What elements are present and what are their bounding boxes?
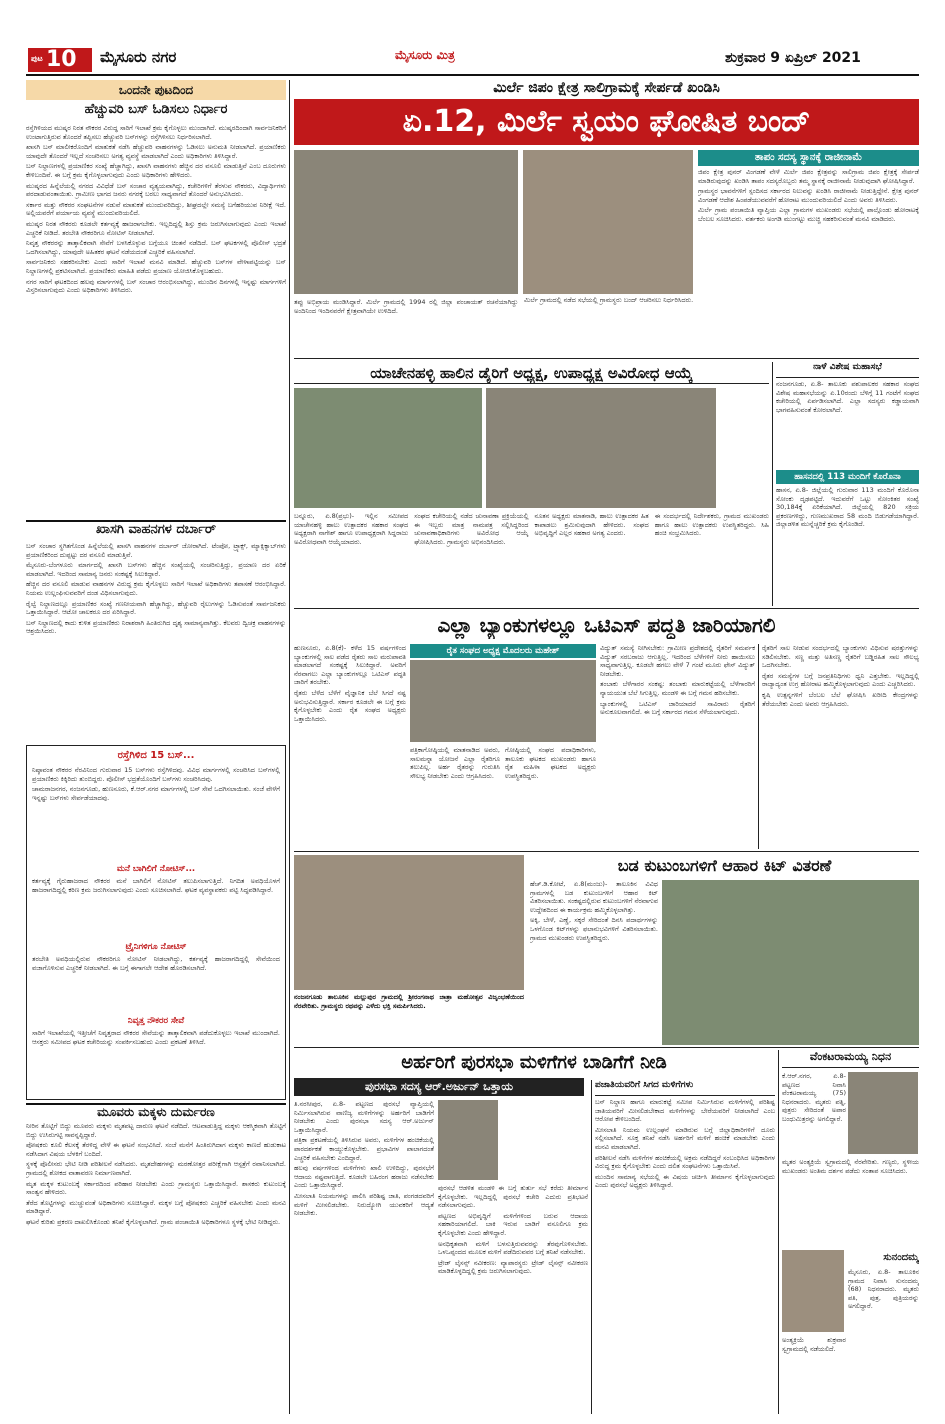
obit-headline-1: ವೆಂಕಟರಾಮಯ್ಯ ನಿಧನ bbox=[782, 1050, 919, 1068]
story3-headline: ಎಲ್ಲಾ ಬ್ಯಾಂಕುಗಳಲ್ಲೂ ಒಟಿಎಸ್ ಪದ್ಧತಿ ಜಾರಿಯಾಗಲಿ bbox=[437, 613, 776, 637]
story5-side-text: ಬಸ್ ನಿಲ್ದಾಣ ಹಾಗೂ ಮಾರುಕಟ್ಟೆ ಸಮೀಪ ನಿರ್ಮಿಸಿರುವ ಮಳಿಗೆಗಳಲ್ಲಿ ಪರಿಶಿಷ್ಟ ಜಾತಿಯವರಿಗೆ ಮೀಸಲಿಡಬೇಕಾದ ಮಳಿಗೆಗಳನ್ನು ಬೇರೆಯವರಿಗೆ ನೀಡಲಾಗಿದೆ ಎಂಬ ಆರೋಪ ಕೇಳಿಬಂದಿದೆ. ಮೀಸಲಾತಿ ನಿಯಮ ಉಲ್ಲಂಘನೆ ಮಾಡಿರುವ ಬಗ್ಗೆ ಜಿಲ್ಲಾಧಿಕಾರಿಗಳಿಗೆ ದೂರು ಸಲ್ಲಿಸಲಾಗಿದೆ. ಸೂಕ್ತ ತನಿಖೆ ನಡೆಸಿ ಅರ್ಹರಿಗೆ ಮಳಿಗೆ ಹಂಚಿಕೆ ಮಾಡಬೇಕು ಎಂದು ಮನವಿ ಮಾಡಲಾಗಿದೆ. ಪರಿಶೀಲನೆ ನಡೆಸಿ ಮಳಿಗೆಗಳ ಹಂಚಿಕೆಯಲ್ಲಿ ಅಕ್ರಮ ನಡೆದಿದ್ದರೆ ಸಂಬಂಧಿಸಿದ ಅಧಿಕಾರಿಗಳ ವಿರುದ್ಧ ಕ್ರಮ ಕೈಗೊಳ್ಳಬೇಕು ಎಂದು ದಲಿತ ಸಂಘಟನೆಗಳು ಒತ್ತಾಯಿಸಿವೆ. ಮುಂದಿನ ಸಾಮಾನ್ಯ ಸಭೆಯಲ್ಲಿ ಈ ವಿಷಯ ಚರ್ಚಿಸಿ ತೀರ್ಮಾನ ಕೈಗೊಳ್ಳಲಾಗುವುದು ಎಂದು ಪುರಸಭೆ ಅಧ್ಯಕ್ಷರು ತಿಳಿಸಿದ್ದಾರೆ. bbox=[595, 1098, 775, 1190]
box-text-1: ನಿಷ್ಠಾವಂತ ನೌಕರರ ನೆರವಿನಿಂದ ಗುರುವಾರ 15 ಬಸ್‌ಗಳು ರಸ್ತೆಗಿಳಿದವು. ವಿವಿಧ ಮಾರ್ಗಗಳಲ್ಲಿ ಸಂಚರಿಸಿದ ಬಸ್‌ಗಳಲ್ಲಿ ಪ್ರಯಾಣಿಕರು ಕಿಕ್ಕಿರಿದು ತುಂಬಿದ್ದರು. ಪೊಲೀಸ್ ಭದ್ರತೆಯೊಂದಿಗೆ ಬಸ್‌ಗಳು ಸಂಚರಿಸಿದವು. ಚಾಮರಾಜನಗರ, ನಂಜನಗೂಡು, ಹುಣಸೂರು, ಕೆ.ಆರ್.ನಗರ ಮಾರ್ಗಗಳಲ್ಲಿ ಬಸ್ ಸೇವೆ ಒದಗಿಸಲಾಯಿತು. ಸಂಜೆ ವೇಳೆಗೆ ಇನ್ನಷ್ಟು ಬಸ್‌ಗಳು ಸೇರ್ಪಡೆಯಾದವು. bbox=[32, 766, 280, 802]
story-divider-2 bbox=[294, 608, 919, 609]
obit-text-1b: ಮೃತರ ಅಂತ್ಯಕ್ರಿಯೆ ಸ್ವಗ್ರಾಮದಲ್ಲಿ ನೆರವೇರಿತು. ಗಣ್ಯರು, ಸ್ಥಳೀಯ ಮುಖಂಡರು ಅಂತಿಮ ದರ್ಶನ ಪಡೆದು ಸಂತಾಪ ಸೂಚಿಸಿದರು. bbox=[782, 1158, 919, 1175]
news-photo-gathering bbox=[523, 150, 693, 294]
column-divider-5 bbox=[778, 1050, 779, 1414]
obit-photo-1 bbox=[848, 1072, 918, 1154]
left-headline-2: ಖಾಸಗಿ ವಾಹನಗಳ ದರ್ಬಾರ್ bbox=[26, 520, 286, 540]
story5-side-head: ಪಜಾತಿಯವರಿಗೆ ಸಿಗದ ಮಳಿಗೆಗಳು bbox=[595, 1080, 775, 1096]
column-divider bbox=[289, 80, 290, 1414]
top-story-kicker: ಮಿರ್ಲೆ ಜಿಪಂ ಕ್ಷೇತ್ರ ಸಾಲಿಗ್ರಾಮಕ್ಕೆ ಸೇರ್ಪಡೆ ಖಂಡಿಸಿ bbox=[493, 80, 720, 96]
page-number-box bbox=[28, 48, 92, 72]
story3-text-col5: ರೈತರಿಗೆ ಸಾಲ ನೀಡುವ ಸಂದರ್ಭದಲ್ಲಿ ಬ್ಯಾಂಕುಗಳು ವಿಧಿಸುವ ಷರತ್ತುಗಳನ್ನು ಸಡಿಲಿಸಬೇಕು. ಸಣ್ಣ ಮತ್ತು ಅತಿಸಣ್ಣ ರೈತರಿಗೆ ಬಡ್ಡಿರಹಿತ ಸಾಲ ಸೌಲಭ್ಯ ಒದಗಿಸಬೇಕು. ರೈತರ ಸಮಸ್ಯೆಗಳ ಬಗ್ಗೆ ಜನಪ್ರತಿನಿಧಿಗಳು ಧ್ವನಿ ಎತ್ತಬೇಕು. ಇಲ್ಲದಿದ್ದಲ್ಲಿ ರಾಜ್ಯಾದ್ಯಂತ ಉಗ್ರ ಹೋರಾಟ ಹಮ್ಮಿಕೊಳ್ಳಲಾಗುವುದು ಎಂದು ಎಚ್ಚರಿಸಿದರು. ಕೃಷಿ ಉತ್ಪನ್ನಗಳಿಗೆ ಬೆಂಬಲ ಬೆಲೆ ಘೋಷಿಸಿ ಖರೀದಿ ಕೇಂದ್ರಗಳನ್ನು ತೆರೆಯಬೇಕು ಎಂದು ಅವರು ಆಗ್ರಹಿಸಿದರು. bbox=[762, 644, 919, 708]
story4-body: ಹೆಚ್.ಡಿ.ಕೋಟೆ, ಏ.8(ಮಂಜು)- ತಾಲೂಕಿನ ವಿವಿಧ ಗ್ರಾಮಗಳಲ್ಲಿ ಬಡ ಕುಟುಂಬಗಳಿಗೆ ಆಹಾರ ಕಿಟ್ ವಿತರಿಸಲಾಯಿತು. ಸಂಕಷ್ಟದಲ್ಲಿರುವ ಕುಟುಂಬಗಳಿಗೆ ನೆರವಾಗುವ ಉದ್ದೇಶದಿಂದ ಈ ಕಾರ್ಯಕ್ರಮ ಹಮ್ಮಿಕೊಳ್ಳಲಾಗಿತ್ತು. ಅಕ್ಕಿ, ಬೇಳೆ, ಎಣ್ಣೆ, ಸಕ್ಕರೆ ಸೇರಿದಂತೆ ದಿನಸಿ ಪದಾರ್ಥಗಳನ್ನು ಒಳಗೊಂಡ ಕಿಟ್‌ಗಳನ್ನು ಫಲಾನುಭವಿಗಳಿಗೆ ವಿತರಿಸಲಾಯಿತು. ಗ್ರಾಮದ ಮುಖಂಡರು ಉಪಸ್ಥಿತರಿದ್ದರು. bbox=[530, 880, 658, 942]
issue-date: ಶುಕ್ರವಾರ 9 ಏಪ್ರಿಲ್ 2021 bbox=[725, 50, 861, 66]
box-text-3: ತರಬೇತಿ ಅವಧಿಯಲ್ಲಿರುವ ನೌಕರರಿಗೂ ನೋಟಿಸ್ ನೀಡಲಾಗಿದ್ದು, ಕರ್ತವ್ಯಕ್ಕೆ ಹಾಜರಾಗದಿದ್ದಲ್ಲಿ ಸೇವೆಯಿಂದ ವಜಾಗೊಳಿಸುವ ಎಚ್ಚರಿಕೆ ನೀಡಲಾಗಿದೆ. ಈ ಬಗ್ಗೆ ಈಗಾಗಲೇ ಆದೇಶ ಹೊರಡಿಸಲಾಗಿದೆ. bbox=[32, 955, 280, 972]
top-story-text-a: ತಪ್ಪು ಅಭಿಪ್ರಾಯ ಮಂಡಿಸಿದ್ದಾರೆ. ಮಿರ್ಲೆ ಗ್ರಾಮದಲ್ಲಿ 1994 ರಲ್ಲಿ ಜಿಲ್ಲಾ ಪಂಚಾಯತ್ ರಚನೆಯಾಗಿದ್ದು ಅಂದಿನಿಂದ ಇಂದಿನವರೆಗೆ ಕ್ಷೇತ್ರವಾಗಿಯೇ ಉಳಿದಿದೆ. bbox=[294, 298, 518, 315]
column-divider-3 bbox=[758, 644, 759, 849]
box-subhead-2: ಟ್ರೈನಿಗಳಿಗೂ ನೋಟಿಸ್ bbox=[125, 942, 187, 952]
left-headline-3: ಮೂವರು ಮಕ್ಕಳು ದುರ್ಮರಣ bbox=[26, 1103, 286, 1121]
obit-text-1: ಕೆ.ಆರ್.ನಗರ, ಏ.8- ಪಟ್ಟಣದ ನಿವಾಸಿ ವೆಂಕಟರಾಮಯ್ಯ (75) ನಿಧನರಾದರು. ಮೃತರು ಪತ್ನಿ, ಪುತ್ರರು ಸೇರಿದಂತೆ ಅಪಾರ ಬಂಧುಮಿತ್ರರನ್ನು ಅಗಲಿದ್ದಾರೆ. bbox=[782, 1072, 846, 1123]
news-photo-dairy-1 bbox=[294, 388, 482, 508]
news-photo-food-kit bbox=[662, 880, 919, 1045]
top-story-side-head: ತಾಪಂ ಸದಸ್ಯ ಸ್ಥಾನಕ್ಕೆ ರಾಜೀನಾಮೆ bbox=[698, 150, 919, 166]
story-divider-4 bbox=[294, 1047, 919, 1048]
story3-text-col2: ಪತ್ರಿಕಾಗೋಷ್ಠಿಯಲ್ಲಿ ಮಾತನಾಡಿದ ಅವರು, ಸಾಲಮನ್ನಾ ಯೋಜನೆ ಎಲ್ಲಾ ರೈತರಿಗೂ ತಲುಪಿಲ್ಲ. ಅರ್ಹ ರೈತರನ್ನು ಗುರುತಿಸಿ ಸೌಲಭ್ಯ ನೀಡಬೇಕು ಎಂದು ಆಗ್ರಹಿಸಿದರು. bbox=[410, 746, 500, 780]
obit-text-2b: ಅಂತ್ಯಕ್ರಿಯೆ ಶುಕ್ರವಾರ ಸ್ವಗ್ರಾಮದಲ್ಲಿ ನಡೆಯಲಿದೆ. bbox=[782, 1336, 846, 1353]
story3-text-col3: ಗೋಷ್ಠಿಯಲ್ಲಿ ಸಂಘದ ಪದಾಧಿಕಾರಿಗಳು, ತಾಲೂಕು ಘಟಕದ ಮುಖಂಡರು ಹಾಗೂ ರೈತ ಮಹಿಳಾ ಘಟಕದ ಅಧ್ಯಕ್ಷರು ಉಪಸ್ಥಿತರಿದ್ದರು. bbox=[505, 746, 596, 780]
left-article-3: ನೀರಿನ ತೊಟ್ಟಿಗೆ ಬಿದ್ದು ಮೂವರು ಮಕ್ಕಳು ಮೃತಪಟ್ಟ ದಾರುಣ ಘಟನೆ ನಡೆದಿದೆ. ಆಟವಾಡುತ್ತಿದ್ದ ಮಕ್ಕಳು ಆಕಸ್ಮಿಕವಾಗಿ ತೊಟ್ಟಿಗೆ ಬಿದ್ದು ಉಸಿರುಗಟ್ಟಿ ಸಾವನ್ನಪ್ಪಿದ್ದಾರೆ. ಪೋಷಕರು ಕೂಲಿ ಕೆಲಸಕ್ಕೆ ತೆರಳಿದ್ದ ವೇಳೆ ಈ ಘಟನೆ ಸಂಭವಿಸಿದೆ. ಸಂಜೆ ಮನೆಗೆ ಹಿಂತಿರುಗಿದಾಗ ಮಕ್ಕಳು ಕಾಣದೆ ಹುಡುಕಾಟ ನಡೆಸಿದಾಗ ವಿಷಯ ಬೆಳಕಿಗೆ ಬಂದಿದೆ. ಸ್ಥಳಕ್ಕೆ ಪೊಲೀಸರು ಭೇಟಿ ನೀಡಿ ಪರಿಶೀಲನೆ ನಡೆಸಿದರು. ಮೃತದೇಹಗಳನ್ನು ಮರಣೋತ್ತರ ಪರೀಕ್ಷೆಗಾಗಿ ಆಸ್ಪತ್ರೆಗೆ ರವಾನಿಸಲಾಗಿದೆ. ಗ್ರಾಮದಲ್ಲಿ ಶೋಕದ ವಾತಾವರಣ ನಿರ್ಮಾಣವಾಗಿದೆ. ಮೃತ ಮಕ್ಕಳ ಕುಟುಂಬಕ್ಕೆ ಸರ್ಕಾರದಿಂದ ಪರಿಹಾರ ನೀಡಬೇಕು ಎಂದು ಗ್ರಾಮಸ್ಥರು ಒತ್ತಾಯಿಸಿದ್ದಾರೆ. ಶಾಸಕರು ಕುಟುಂಬಕ್ಕೆ ಸಾಂತ್ವನ ಹೇಳಿದರು. ತೆರೆದ ತೊಟ್ಟಿಗಳನ್ನು ಮುಚ್ಚುವಂತೆ ಅಧಿಕಾರಿಗಳು ಸೂಚಿಸಿದ್ದಾರೆ. ಮಕ್ಕಳ ಬಗ್ಗೆ ಪೋಷಕರು ಎಚ್ಚರಿಕೆ ವಹಿಸಬೇಕು ಎಂದು ಮನವಿ ಮಾಡಿದ್ದಾರೆ. ಘಟನೆ ಕುರಿತು ಪ್ರಕರಣ ದಾಖಲಿಸಿಕೊಂಡು ತನಿಖೆ ಕೈಗೊಳ್ಳಲಾಗಿದೆ. ಗ್ರಾಮ ಪಂಚಾಯಿತಿ ಅಧಿಕಾರಿಗಳೂ ಸ್ಥಳಕ್ಕೆ ಭೇಟಿ ನೀಡಿದ್ದರು. bbox=[26, 1122, 286, 1226]
story-divider-1 bbox=[294, 358, 919, 359]
story2-side-text-2: ಹಾಸನ, ಏ.8- ಜಿಲ್ಲೆಯಲ್ಲಿ ಗುರುವಾರ 113 ಮಂದಿಗೆ ಕೊರೊನಾ ಸೋಂಕು ದೃಢಪಟ್ಟಿದೆ. ಇದುವರೆಗೆ ಒಟ್ಟು ಸೋಂಕಿತರ ಸಂಖ್ಯೆ 30,184ಕ್ಕೆ ಏರಿಕೆಯಾಗಿದೆ. ಜಿಲ್ಲೆಯಲ್ಲಿ 820 ಸಕ್ರಿಯ ಪ್ರಕರಣಗಳಿದ್ದು, ಗುಣಮುಖರಾದ 58 ಮಂದಿ ಬಿಡುಗಡೆಯಾಗಿದ್ದಾರೆ. ಜಿಲ್ಲಾಡಳಿತ ಮುನ್ನೆಚ್ಚರಿಕೆ ಕ್ರಮ ಕೈಗೊಂಡಿದೆ. bbox=[776, 486, 919, 529]
portrait-photo-member bbox=[438, 1100, 498, 1180]
masthead-logo: ಮೈಸೂರು ಮಿತ್ರ bbox=[395, 48, 455, 62]
column-divider-4 bbox=[591, 1080, 592, 1414]
box-subhead-1: ಮನೆ ಬಾಗಿಲಿಗೆ ನೋಟಿಸ್... bbox=[116, 864, 196, 874]
story5-subhead: ಪುರಸಭಾ ಸದಸ್ಯ ಆರ್.ಅರ್ಜುನ್ ಒತ್ತಾಯ bbox=[294, 1078, 584, 1096]
story2-headline: ಯಾಚೇನಹಳ್ಳಿ ಹಾಲಿನ ಡೈರಿಗೆ ಅಧ್ಯಕ್ಷ, ಉಪಾಧ್ಯಕ್ಷ ಅವಿರೋಧ ಆಯ್ಕೆ bbox=[294, 362, 769, 384]
top-story-caption: ಮಿರ್ಲೆ ಗ್ರಾಮದಲ್ಲಿ ನಡೆದ ಸಭೆಯಲ್ಲಿ ಗ್ರಾಮಸ್ಥರು ಬಂದ್ ಆಚರಿಸಲು ನಿರ್ಧರಿಸಿದರು. bbox=[524, 296, 694, 304]
box-text-2: ಕರ್ತವ್ಯಕ್ಕೆ ಗೈರುಹಾಜರಾದ ನೌಕರರ ಮನೆ ಬಾಗಿಲಿಗೆ ನೋಟಿಸ್ ತಲುಪಿಸಲಾಗುತ್ತಿದೆ. ನಿಗದಿತ ಅವಧಿಯೊಳಗೆ ಹಾಜರಾಗದಿದ್ದಲ್ಲಿ ಕಠಿಣ ಕ್ರಮ ಜರುಗಿಸಲಾಗುವುದು ಎಂದು ಸೂಚಿಸಲಾಗಿದೆ. ಘಟಕ ವ್ಯವಸ್ಥಾಪಕರು ಪಟ್ಟಿ ಸಿದ್ಧಪಡಿಸಿದ್ದಾರೆ. bbox=[32, 877, 280, 894]
page-number: 10 bbox=[46, 48, 77, 72]
story3-subhead: ರೈತ ಸಂಘದ ಅಧ್ಯಕ್ಷ ಮೊದಲರು ಮಹೇಶ್ bbox=[410, 644, 596, 658]
story4-headline: ಬಡ ಕುಟುಂಬಗಳಿಗೆ ಆಹಾರ ಕಿಟ್ ವಿತರಣೆ bbox=[617, 856, 832, 875]
story2-side-text: ನಂಜನಗೂಡು, ಏ.8- ತಾಲೂಕು ಪಶುಪಾಲಕರ ಸಹಕಾರ ಸಂಘದ ವಿಶೇಷ ಮಹಾಸಭೆಯನ್ನು ಏ.10ರಂದು ಬೆಳಿಗ್ಗೆ 11 ಗಂಟೆಗೆ ಸಂಘದ ಕಚೇರಿಯಲ್ಲಿ ಏರ್ಪಡಿಸಲಾಗಿದೆ. ಎಲ್ಲಾ ಸದಸ್ಯರು ಕಡ್ಡಾಯವಾಗಿ ಭಾಗವಹಿಸುವಂತೆ ಕೋರಲಾಗಿದೆ. bbox=[776, 380, 919, 414]
section-title: ಮೈಸೂರು ನಗರ bbox=[100, 48, 177, 66]
page-header bbox=[0, 0, 945, 76]
top-story-headline: ಏ.12, ಮಿರ್ಲೆ ಸ್ವಯಂ ಘೋಷಿತ ಬಂದ್ bbox=[294, 99, 919, 145]
story5-text-col2: ಪುರಸಭೆ ಆಡಳಿತ ಮಂಡಳಿ ಈ ಬಗ್ಗೆ ತುರ್ತು ಸಭೆ ಕರೆದು ತೀರ್ಮಾನ ಕೈಗೊಳ್ಳಬೇಕು. ಇಲ್ಲದಿದ್ದಲ್ಲಿ ಪುರಸಭೆ ಕಚೇರಿ ಎದುರು ಪ್ರತಿಭಟನೆ ನಡೆಸಲಾಗುವುದು. ಪಟ್ಟಣದ ಅಭಿವೃದ್ಧಿಗೆ ಮಳಿಗೆಗಳಿಂದ ಬರುವ ಆದಾಯ ಸಹಕಾರಿಯಾಗಲಿದೆ. ಬಾಕಿ ಇರುವ ಬಾಡಿಗೆ ವಸೂಲಿಗೂ ಕ್ರಮ ಕೈಗೊಳ್ಳಬೇಕು ಎಂದು ಹೇಳಿದ್ದಾರೆ. ಅನಧಿಕೃತವಾಗಿ ಮಳಿಗೆ ಬಳಸುತ್ತಿರುವವರನ್ನು ತೆರವುಗೊಳಿಸಬೇಕು. ಒಳಒಪ್ಪಂದದ ಮೂಲಕ ಮಳಿಗೆ ಪಡೆದಿರುವವರ ಬಗ್ಗೆ ತನಿಖೆ ನಡೆಸಬೇಕು. ಟ್ರೇಡ್ ಲೈಸನ್ಸ್ ನವೀಕರಣ: ವ್ಯಾಪಾರಸ್ಥರು ಟ್ರೇಡ್ ಲೈಸನ್ಸ್ ನವೀಕರಣ ಮಾಡಿಕೊಳ್ಳದಿದ್ದಲ್ಲಿ ಕ್ರಮ ಜರುಗಿಸಲಾಗುವುದು. bbox=[438, 1184, 588, 1276]
story2-side-head-2: ಹಾಸನದಲ್ಲಿ 113 ಮಂದಿಗೆ ಕೊರೊನಾ bbox=[776, 470, 919, 484]
story2-body: ಬನ್ನೂರು, ಏ.8(ಪ್ರಭು)- ಇಲ್ಲಿನ ಸಮೀಪದ ಯಾಚೇನಹಳ್ಳಿ ಹಾಲು ಉತ್ಪಾದಕರ ಸಹಕಾರ ಸಂಘದ ಅಧ್ಯಕ್ಷರಾಗಿ ನಾಗೇಶ್ ಹಾಗೂ ಉಪಾಧ್ಯಕ್ಷರಾಗಿ ಸಿದ್ದರಾಜು ಅವಿರೋಧವಾಗಿ ಆಯ್ಕೆಯಾದರು. ಸಂಘದ ಕಚೇರಿಯಲ್ಲಿ ನಡೆದ ಚುನಾವಣಾ ಪ್ರಕ್ರಿಯೆಯಲ್ಲಿ ಈ ಇಬ್ಬರು ಮಾತ್ರ ನಾಮಪತ್ರ ಸಲ್ಲಿಸಿದ್ದರಿಂದ ಚುನಾವಣಾಧಿಕಾರಿಗಳು ಅವಿರೋಧ ಆಯ್ಕೆ ಘೋಷಿಸಿದರು. ಗ್ರಾಮಸ್ಥರು ಅಭಿನಂದಿಸಿದರು. ನೂತನ ಅಧ್ಯಕ್ಷರು ಮಾತನಾಡಿ, ಹಾಲು ಉತ್ಪಾದಕರ ಹಿತ ಕಾಪಾಡಲು ಶ್ರಮಿಸುವುದಾಗಿ ಹೇಳಿದರು. ಸಂಘದ ಅಭಿವೃದ್ಧಿಗೆ ಎಲ್ಲರ ಸಹಕಾರ ಅಗತ್ಯ ಎಂದರು. ಈ ಸಂದರ್ಭದಲ್ಲಿ ನಿರ್ದೇಶಕರು, ಗ್ರಾಮದ ಮುಖಂಡರು ಹಾಗೂ ಹಾಲು ಉತ್ಪಾದಕರು ಉಪಸ್ಥಿತರಿದ್ದರು. ಸಿಹಿ ಹಂಚಿ ಸಂಭ್ರಮಿಸಿದರು. bbox=[294, 512, 769, 546]
box-text-4: ಸಾರಿಗೆ ಇಲಾಖೆಯಲ್ಲಿ ಇತ್ತೀಚೆಗೆ ನಿವೃತ್ತರಾದ ನೌಕರರ ಸೇವೆಯನ್ನು ತಾತ್ಕಾಲಿಕವಾಗಿ ಪಡೆದುಕೊಳ್ಳಲು ಇಲಾಖೆ ಮುಂದಾಗಿದೆ. ಆಸಕ್ತರು ಸಮೀಪದ ಘಟಕ ಕಚೇರಿಯನ್ನು ಸಂಪರ್ಕಿಸಬಹುದು ಎಂದು ಪ್ರಕಟಣೆ ತಿಳಿಸಿದೆ. bbox=[32, 1029, 280, 1046]
story-divider-3 bbox=[294, 851, 919, 852]
news-photo-press-meet bbox=[410, 660, 596, 742]
news-photo-dairy-2 bbox=[486, 388, 716, 508]
story5-text-col1: ತಿ.ನರಸೀಪುರ, ಏ.8- ಪಟ್ಟಣದ ಪುರಸಭೆ ವ್ಯಾಪ್ತಿಯಲ್ಲಿ ನಿರ್ಮಿಸಲಾಗಿರುವ ವಾಣಿಜ್ಯ ಮಳಿಗೆಗಳನ್ನು ಅರ್ಹರಿಗೆ ಬಾಡಿಗೆಗೆ ನೀಡಬೇಕು ಎಂದು ಪುರಸಭಾ ಸದಸ್ಯ ಆರ್.ಅರ್ಜುನ್ ಒತ್ತಾಯಿಸಿದ್ದಾರೆ. ಪತ್ರಿಕಾ ಪ್ರಕಟಣೆಯಲ್ಲಿ ತಿಳಿಸಿರುವ ಅವರು, ಮಳಿಗೆಗಳ ಹಂಚಿಕೆಯಲ್ಲಿ ಪಾರದರ್ಶಕತೆ ಕಾಯ್ದುಕೊಳ್ಳಬೇಕು. ಪ್ರಭಾವಿಗಳ ಪಾಲಾಗದಂತೆ ಎಚ್ಚರಿಕೆ ವಹಿಸಬೇಕು ಎಂದಿದ್ದಾರೆ. ಹಲವು ವರ್ಷಗಳಿಂದ ಮಳಿಗೆಗಳು ಖಾಲಿ ಉಳಿದಿದ್ದು, ಪುರಸಭೆಗೆ ಆದಾಯ ನಷ್ಟವಾಗುತ್ತಿದೆ. ಕೂಡಲೇ ಬಹಿರಂಗ ಹರಾಜು ನಡೆಸಬೇಕು ಎಂದು ಒತ್ತಾಯಿಸಿದ್ದಾರೆ. ಮೀಸಲಾತಿ ನಿಯಮಗಳನ್ನು ಪಾಲಿಸಿ ಪರಿಶಿಷ್ಟ ಜಾತಿ, ಪಂಗಡದವರಿಗೆ ಮಳಿಗೆ ಮೀಸಲಿಡಬೇಕು. ನಿರುದ್ಯೋಗಿ ಯುವಕರಿಗೆ ಆದ್ಯತೆ ನೀಡಬೇಕು. bbox=[294, 1100, 434, 1218]
news-photo-festival bbox=[294, 855, 524, 990]
box-headline: ರಸ್ತೆಗಿಳಿದ 15 ಬಸ್... bbox=[117, 750, 195, 761]
continued-label: ಒಂದನೇ ಪುಟದಿಂದ bbox=[26, 80, 286, 100]
obit-headline-2: ಸುನಂದಮ್ಮ bbox=[883, 1252, 919, 1263]
left-article-2: ಬಸ್ ಸಂಚಾರ ಸ್ಥಗಿತಗೊಂಡ ಹಿನ್ನೆಲೆಯಲ್ಲಿ ಖಾಸಗಿ ವಾಹನಗಳ ದರ್ಬಾರ್ ಜೋರಾಗಿದೆ. ಟೆಂಪೋ, ಟ್ರ್ಯಾಕ್ಸ್, ಮ್ಯಾಕ್ಸಿಕ್ಯಾಬ್‌ಗಳು ಪ್ರಯಾಣಿಕರಿಂದ ದುಪ್ಪಟ್ಟು ದರ ವಸೂಲಿ ಮಾಡುತ್ತಿವೆ. ಮೈಸೂರು-ಬೆಂಗಳೂರು ಮಾರ್ಗದಲ್ಲಿ ಖಾಸಗಿ ಬಸ್‌ಗಳು ಹೆಚ್ಚಿನ ಸಂಖ್ಯೆಯಲ್ಲಿ ಸಂಚರಿಸುತ್ತಿದ್ದು, ಪ್ರಯಾಣ ದರ ಏರಿಕೆ ಮಾಡಲಾಗಿದೆ. ಇದರಿಂದ ಸಾಮಾನ್ಯ ಜನರು ಸಂಕಷ್ಟಕ್ಕೆ ಸಿಲುಕಿದ್ದಾರೆ. ಹೆಚ್ಚಿನ ದರ ವಸೂಲಿ ಮಾಡುವ ವಾಹನಗಳ ವಿರುದ್ಧ ಕ್ರಮ ಕೈಗೊಳ್ಳಲು ಸಾರಿಗೆ ಇಲಾಖೆ ಅಧಿಕಾರಿಗಳು ತಪಾಸಣೆ ಆರಂಭಿಸಿದ್ದಾರೆ. ನಿಯಮ ಉಲ್ಲಂಘಿಸುವವರಿಗೆ ದಂಡ ವಿಧಿಸಲಾಗುವುದು. ರೈಲ್ವೆ ನಿಲ್ದಾಣದಲ್ಲೂ ಪ್ರಯಾಣಿಕರ ಸಂಖ್ಯೆ ಗಣನೀಯವಾಗಿ ಹೆಚ್ಚಾಗಿದ್ದು, ಹೆಚ್ಚುವರಿ ರೈಲುಗಳನ್ನು ಓಡಿಸುವಂತೆ ಸಾರ್ವಜನಿಕರು ಒತ್ತಾಯಿಸಿದ್ದಾರೆ. ಆಟೋ ಚಾಲಕರೂ ದರ ಏರಿಸಿದ್ದಾರೆ. ಬಸ್ ನಿಲ್ದಾಣದಲ್ಲಿ ಕಾದು ಕುಳಿತ ಪ್ರಯಾಣಿಕರು ನಿರಾಶರಾಗಿ ಹಿಂತಿರುಗಿದ ದೃಶ್ಯ ಸಾಮಾನ್ಯವಾಗಿತ್ತು. ಕೆಲವರು ದ್ವಿಚಕ್ರ ವಾಹನಗಳನ್ನು ಆಶ್ರಯಿಸಿದರು. bbox=[26, 542, 286, 636]
story3-text-col1: ಹುಣಸೂರು, ಏ.8(ಕೆ)- ಕಳೆದ 15 ವರ್ಷಗಳಿಂದ ಬ್ಯಾಂಕುಗಳಲ್ಲಿ ಸಾಲ ಪಡೆದ ರೈತರು ಸಾಲ ಮರುಪಾವತಿ ಮಾಡಲಾಗದೆ ಸಂಕಷ್ಟಕ್ಕೆ ಸಿಲುಕಿದ್ದಾರೆ. ಅವರಿಗೆ ನೆರವಾಗಲು ಎಲ್ಲಾ ಬ್ಯಾಂಕುಗಳಲ್ಲೂ ಒಟಿಎಸ್ ಪದ್ಧತಿ ಜಾರಿಗೆ ತರಬೇಕು. ರೈತರು ಬೆಳೆದ ಬೆಳೆಗೆ ವೈಜ್ಞಾನಿಕ ಬೆಲೆ ಸಿಗದೆ ನಷ್ಟ ಅನುಭವಿಸುತ್ತಿದ್ದಾರೆ. ಸರ್ಕಾರ ಕೂಡಲೇ ಈ ಬಗ್ಗೆ ಕ್ರಮ ಕೈಗೊಳ್ಳಬೇಕು ಎಂದು ರೈತ ಸಂಘದ ಅಧ್ಯಕ್ಷರು ಒತ್ತಾಯಿಸಿದರು. bbox=[294, 644, 406, 723]
festival-photo-caption: ನಂಜನಗೂಡು ತಾಲೂಕಿನ ಮಲ್ಲುಪುರ ಗ್ರಾಮದಲ್ಲಿ ಶ್ರೀರಂಗನಾಥ ಜಾತ್ರಾ ಮಹೋತ್ಸವ ವಿಜೃಂಭಣೆಯಿಂದ ನೆರವೇರಿತು. ಗ್ರಾಮಸ್ಥರು ರಥವನ್ನು ಎಳೆದು ಭಕ್ತಿ ಸಮರ್ಪಿಸಿದರು. bbox=[294, 993, 524, 1010]
top-story-side-text: ಜಿಪಂ ಕ್ಷೇತ್ರ ಪುನರ್ ವಿಂಗಡಣೆ ವೇಳೆ ಮಿರ್ಲೆ ಜಿಪಂ ಕ್ಷೇತ್ರವನ್ನು ಸಾಲಿಗ್ರಾಮ ಜಿಪಂ ಕ್ಷೇತ್ರಕ್ಕೆ ಸೇರ್ಪಡೆ ಮಾಡಿರುವುದನ್ನು ಖಂಡಿಸಿ ತಾಪಂ ಸದಸ್ಯರೊಬ್ಬರು ತಮ್ಮ ಸ್ಥಾನಕ್ಕೆ ರಾಜೀನಾಮೆ ನೀಡುವುದಾಗಿ ಘೋಷಿಸಿದ್ದಾರೆ. ಗ್ರಾಮಸ್ಥರ ಭಾವನೆಗಳಿಗೆ ಸ್ಪಂದಿಸದ ಸರ್ಕಾರದ ನಿಲುವನ್ನು ಖಂಡಿಸಿ ರಾಜೀನಾಮೆ ನೀಡುತ್ತಿದ್ದೇನೆ. ಕ್ಷೇತ್ರ ಪುನರ್ ವಿಂಗಡಣೆ ಆದೇಶ ಹಿಂಪಡೆಯುವವರೆಗೆ ಹೋರಾಟ ಮುಂದುವರಿಯಲಿದೆ ಎಂದು ಅವರು ತಿಳಿಸಿದರು. ಮಿರ್ಲೆ ಗ್ರಾಮ ಪಂಚಾಯಿತಿ ವ್ಯಾಪ್ತಿಯ ಎಲ್ಲಾ ಗ್ರಾಮಗಳ ಮುಖಂಡರು ಸಭೆಯಲ್ಲಿ ಪಾಲ್ಗೊಂಡು ಹೋರಾಟಕ್ಕೆ ಬೆಂಬಲ ಸೂಚಿಸಿದರು. ವರ್ತಕರು ಅಂಗಡಿ ಮುಂಗಟ್ಟು ಮುಚ್ಚಿ ಸಹಕರಿಸುವಂತೆ ಮನವಿ ಮಾಡಿದರು. bbox=[698, 168, 919, 223]
left-headline-1: ಹೆಚ್ಚುವರಿ ಬಸ್ ಓಡಿಸಲು ನಿರ್ಧಾರ bbox=[84, 102, 228, 117]
page-label: ಪುಟ bbox=[31, 54, 43, 63]
header-rule bbox=[26, 74, 919, 76]
left-boxed-story bbox=[26, 745, 286, 1100]
news-photo-meeting bbox=[294, 150, 518, 294]
box-subhead-3: ನಿವೃತ್ತ ನೌಕರರ ಸೇವೆ bbox=[127, 1016, 185, 1026]
story3-text-col4: ವಿದ್ಯುತ್ ಸಮಸ್ಯೆ ನೀಗಿಸಬೇಕು: ಗ್ರಾಮೀಣ ಪ್ರದೇಶದಲ್ಲಿ ರೈತರಿಗೆ ಸಮರ್ಪಕ ವಿದ್ಯುತ್ ಸರಬರಾಜು ಆಗುತ್ತಿಲ್ಲ. ಇದರಿಂದ ಬೆಳೆಗಳಿಗೆ ನೀರು ಹಾಯಿಸಲು ಸಾಧ್ಯವಾಗುತ್ತಿಲ್ಲ. ಕೂಡಲೇ ಹಗಲು ವೇಳೆ 7 ಗಂಟೆ ಮೂರು ಫೇಸ್ ವಿದ್ಯುತ್ ನೀಡಬೇಕು. ತಂಬಾಕು ಬೆಳೆಗಾರರ ಸಂಕಷ್ಟ: ತಂಬಾಕು ಮಾರುಕಟ್ಟೆಯಲ್ಲಿ ಬೆಳೆಗಾರರಿಗೆ ನ್ಯಾಯಯುತ ಬೆಲೆ ಸಿಗುತ್ತಿಲ್ಲ. ಮಂಡಳಿ ಈ ಬಗ್ಗೆ ಗಮನ ಹರಿಸಬೇಕು. ಬ್ಯಾಂಕುಗಳಲ್ಲಿ ಒಟಿಎಸ್ ಜಾರಿಯಾದರೆ ಸಾವಿರಾರು ರೈತರಿಗೆ ಅನುಕೂಲವಾಗಲಿದೆ. ಈ ಬಗ್ಗೆ ಸರ್ಕಾರದ ಗಮನ ಸೆಳೆಯಲಾಗುವುದು. bbox=[600, 644, 755, 717]
column-divider-2 bbox=[772, 362, 773, 606]
left-article-1: ರಸ್ತೆಗಿಳಿಯದ ಮುಷ್ಕರ ನಿರತ ನೌಕರರ ವಿರುದ್ಧ ಸಾರಿಗೆ ಇಲಾಖೆ ಕ್ರಮ ಕೈಗೊಳ್ಳಲು ಮುಂದಾಗಿದೆ. ಮುಷ್ಕರದಿಂದಾಗಿ ಸಾರ್ವಜನಿಕರಿಗೆ ಉಂಟಾಗುತ್ತಿರುವ ತೊಂದರೆ ತಪ್ಪಿಸಲು ಹೆಚ್ಚುವರಿ ಬಸ್‌ಗಳನ್ನು ರಸ್ತೆಗಿಳಿಸಲು ನಿರ್ಧರಿಸಲಾಗಿದೆ. ಖಾಸಗಿ ಬಸ್ ಮಾಲೀಕರೊಂದಿಗೆ ಮಾತುಕತೆ ನಡೆಸಿ ಹೆಚ್ಚುವರಿ ವಾಹನಗಳನ್ನು ಓಡಿಸಲು ಅನುಮತಿ ನೀಡಲಾಗಿದೆ. ಪ್ರಯಾಣಿಕರು ಯಾವುದೇ ತೊಂದರೆ ಇಲ್ಲದೆ ಸಂಚರಿಸಲು ಅಗತ್ಯ ವ್ಯವಸ್ಥೆ ಮಾಡಲಾಗಿದೆ ಎಂದು ಅಧಿಕಾರಿಗಳು ತಿಳಿಸಿದ್ದಾರೆ. ಬಸ್ ನಿಲ್ದಾಣಗಳಲ್ಲಿ ಪ್ರಯಾಣಿಕರ ಸಂಖ್ಯೆ ಹೆಚ್ಚಾಗಿದ್ದು, ಖಾಸಗಿ ವಾಹನಗಳು ಹೆಚ್ಚಿನ ದರ ವಸೂಲಿ ಮಾಡುತ್ತಿವೆ ಎಂಬ ದೂರುಗಳು ಕೇಳಿಬಂದಿವೆ. ಈ ಬಗ್ಗೆ ಕ್ರಮ ಕೈಗೊಳ್ಳಲಾಗುವುದು ಎಂದು ಅಧಿಕಾರಿಗಳು ಹೇಳಿದರು. ಮುಷ್ಕರದ ಹಿನ್ನೆಲೆಯಲ್ಲಿ ನಗರದ ವಿವಿಧೆಡೆ ಬಸ್ ಸಂಚಾರ ವ್ಯತ್ಯಯವಾಗಿದ್ದು, ಕಚೇರಿಗಳಿಗೆ ತೆರಳುವ ನೌಕರರು, ವಿದ್ಯಾರ್ಥಿಗಳು ಪರದಾಡುವಂತಾಯಿತು. ಗ್ರಾಮೀಣ ಭಾಗದ ಜನರು ನಗರಕ್ಕೆ ಬರಲು ಸಾಧ್ಯವಾಗದೆ ತೊಂದರೆ ಅನುಭವಿಸಿದರು. ಸರ್ಕಾರ ಮತ್ತು ನೌಕರರ ಸಂಘಟನೆಗಳ ನಡುವೆ ಮಾತುಕತೆ ಮುಂದುವರಿದಿದ್ದು, ಶೀಘ್ರದಲ್ಲೇ ಸಮಸ್ಯೆ ಬಗೆಹರಿಯುವ ನಿರೀಕ್ಷೆ ಇದೆ. ಅಲ್ಲಿಯವರೆಗೆ ಪರ್ಯಾಯ ವ್ಯವಸ್ಥೆ ಮುಂದುವರಿಯಲಿದೆ. ಮುಷ್ಕರ ನಿರತ ನೌಕರರು ಕೂಡಲೇ ಕರ್ತವ್ಯಕ್ಕೆ ಹಾಜರಾಗಬೇಕು. ಇಲ್ಲದಿದ್ದಲ್ಲಿ ಶಿಸ್ತು ಕ್ರಮ ಜರುಗಿಸಲಾಗುವುದು ಎಂದು ಇಲಾಖೆ ಎಚ್ಚರಿಕೆ ನೀಡಿದೆ. ತರಬೇತಿ ನೌಕರರಿಗೂ ನೋಟಿಸ್ ನೀಡಲಾಗಿದೆ. ನಿವೃತ್ತ ನೌಕರರನ್ನು ತಾತ್ಕಾಲಿಕವಾಗಿ ಸೇವೆಗೆ ಬಳಸಿಕೊಳ್ಳುವ ಬಗ್ಗೆಯೂ ಚಿಂತನೆ ನಡೆದಿದೆ. ಬಸ್ ಘಟಕಗಳಲ್ಲಿ ಪೊಲೀಸ್ ಭದ್ರತೆ ಒದಗಿಸಲಾಗಿದ್ದು, ಯಾವುದೇ ಅಹಿತಕರ ಘಟನೆ ನಡೆಯದಂತೆ ಎಚ್ಚರಿಕೆ ವಹಿಸಲಾಗಿದೆ. ಸಾರ್ವಜನಿಕರು ಸಹಕರಿಸಬೇಕು ಎಂದು ಸಾರಿಗೆ ಇಲಾಖೆ ಮನವಿ ಮಾಡಿದೆ. ಹೆಚ್ಚುವರಿ ಬಸ್‌ಗಳ ವೇಳಾಪಟ್ಟಿಯನ್ನು ಬಸ್ ನಿಲ್ದಾಣಗಳಲ್ಲಿ ಪ್ರಕಟಿಸಲಾಗಿದೆ. ಪ್ರಯಾಣಿಕರು ಮಾಹಿತಿ ಪಡೆದು ಪ್ರಯಾಣ ಯೋಜಿಸಿಕೊಳ್ಳಬಹುದು. ನಗರ ಸಾರಿಗೆ ಘಟಕದಿಂದ ಹಲವು ಮಾರ್ಗಗಳಲ್ಲಿ ಬಸ್ ಸಂಚಾರ ಆರಂಭಿಸಲಾಗಿದ್ದು, ಮುಂದಿನ ದಿನಗಳಲ್ಲಿ ಇನ್ನಷ್ಟು ಮಾರ್ಗಗಳಿಗೆ ವಿಸ್ತರಿಸಲಾಗುವುದು ಎಂದು ಅಧಿಕಾರಿಗಳು ತಿಳಿಸಿದರು. bbox=[26, 124, 286, 295]
obit-text-2: ಮೈಸೂರು, ಏ.8- ತಾಲೂಕಿನ ಗ್ರಾಮದ ನಿವಾಸಿ ಸುನಂದಮ್ಮ (68) ನಿಧನರಾದರು. ಮೃತರು ಪತಿ, ಪುತ್ರ, ಪುತ್ರಿಯರನ್ನು ಅಗಲಿದ್ದಾರೆ. bbox=[848, 1268, 919, 1311]
story5-headline: ಅರ್ಹರಿಗೆ ಪುರಸಭಾ ಮಳಿಗೆಗಳ ಬಾಡಿಗೆಗೆ ನೀಡಿ bbox=[401, 1052, 667, 1073]
obit-photo-2 bbox=[782, 1250, 844, 1332]
story2-side-head: ನಾಳೆ ವಿಶೇಷ ಮಹಾಸಭೆ bbox=[776, 362, 919, 378]
